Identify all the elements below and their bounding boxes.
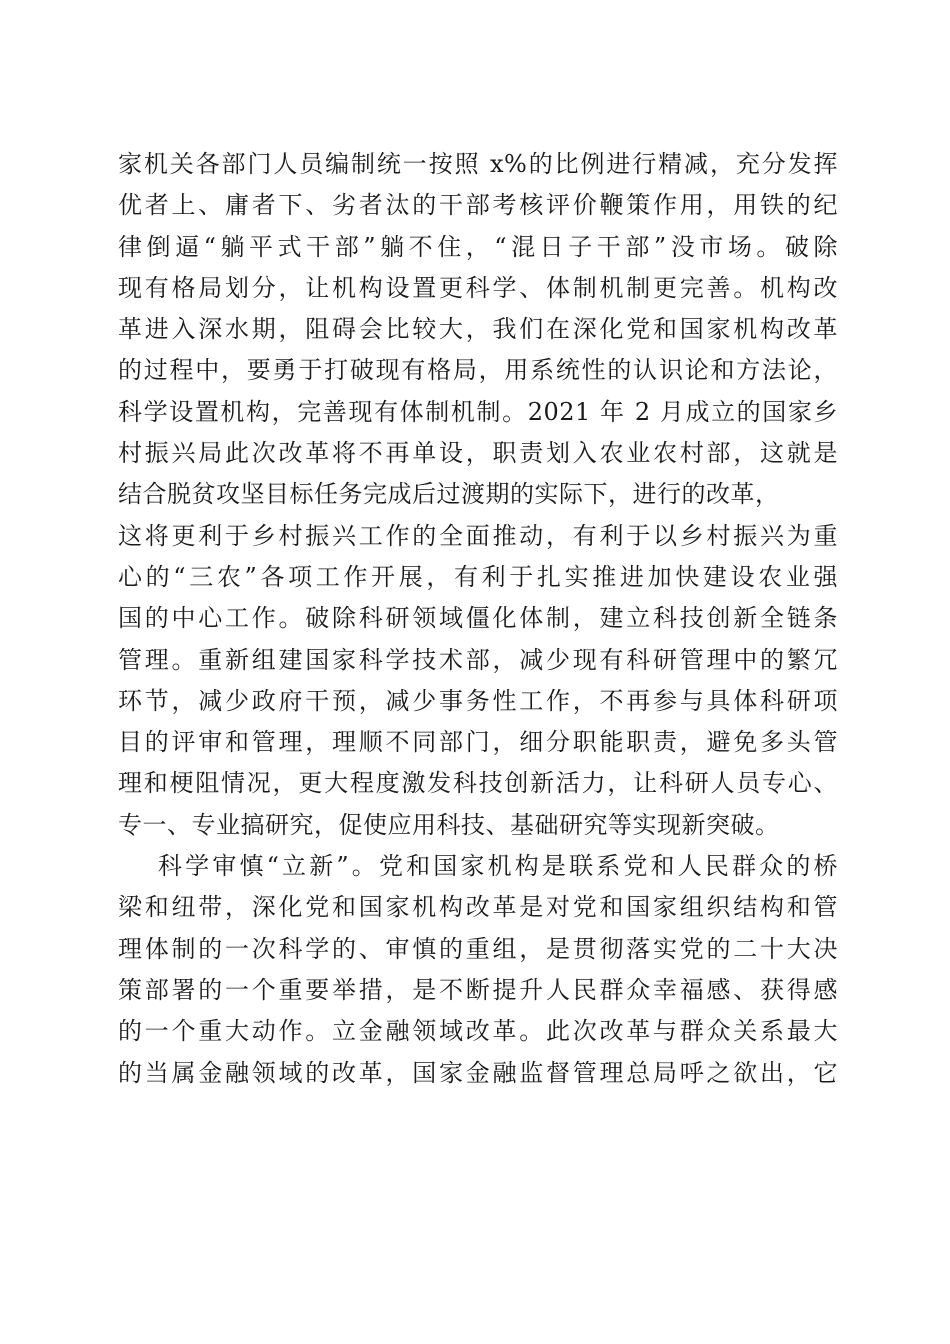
text-line: 理和梗阻情况，更大程度激发科技创新活力，让科研人员专心、 xyxy=(118,769,838,798)
text-line: 的当属金融领域的改革，国家金融监督管理总局呼之欲出，它 xyxy=(118,1058,838,1087)
text-line: 梁和纽带，深化党和国家机构改革是对党和国家组织结构和管 xyxy=(118,893,838,922)
text-line: 理体制的一次科学的、审慎的重组，是贯彻落实党的二十大决 xyxy=(118,934,838,963)
text-line: 目的评审和管理，理顺不同部门，细分职能职责，避免多头管 xyxy=(118,728,838,757)
text-line: 国的中心工作。破除科研领域僵化体制，建立科技创新全链条 xyxy=(118,604,838,633)
text-line: 专一、专业搞研究，促使应用科技、基础研究等实现新突破。 xyxy=(118,810,780,839)
text-line: 这将更利于乡村振兴工作的全面推动，有利于以乡村振兴为重 xyxy=(118,521,838,550)
text-line: 现有格局划分，让机构设置更科学、体制机制更完善。机构改 xyxy=(118,273,838,302)
text-line: 的一个重大动作。立金融领域改革。此次改革与群众关系最大 xyxy=(118,1017,838,1046)
text-line: 家机关各部门人员编制统一按照 x%的比例进行精减，充分发挥 xyxy=(118,150,838,178)
text-line: 心的“三农”各项工作开展，有利于扎实推进加快建设农业强 xyxy=(118,562,838,591)
text-line: 的过程中，要勇于打破现有格局，用系统性的认识论和方法论， xyxy=(118,356,838,385)
text-line: 优者上、庸者下、劣者汰的干部考核评价鞭策作用，用铁的纪 xyxy=(118,191,838,220)
text-line: 环节，减少政府干预，减少事务性工作，不再参与具体科研项 xyxy=(118,686,838,715)
text-line: 律倒逼“躺平式干部”躺不住，“混日子干部”没市场。破除 xyxy=(118,232,838,261)
paragraph-first-line: 科学审慎“立新”。党和国家机构是联系党和人民群众的桥 xyxy=(158,852,838,881)
text-line: 科学设置机构，完善现有体制机制。2021 年 2 月成立的国家乡 xyxy=(118,397,838,426)
text-line: 策部署的一个重要举措，是不断提升人民群众幸福感、获得感 xyxy=(118,975,838,1004)
text-line: 革进入深水期，阻碍会比较大，我们在深化党和国家机构改革 xyxy=(118,315,838,344)
text-line: 结合脱贫攻坚目标任务完成后过渡期的实际下，进行的改革， xyxy=(118,480,780,509)
body-text xyxy=(118,144,838,1094)
text-line: 管理。重新组建国家科学技术部，减少现有科研管理中的繁冗 xyxy=(118,645,838,674)
text-line: 村振兴局此次改革将不再单设，职责划入农业农村部，这就是 xyxy=(118,439,838,468)
